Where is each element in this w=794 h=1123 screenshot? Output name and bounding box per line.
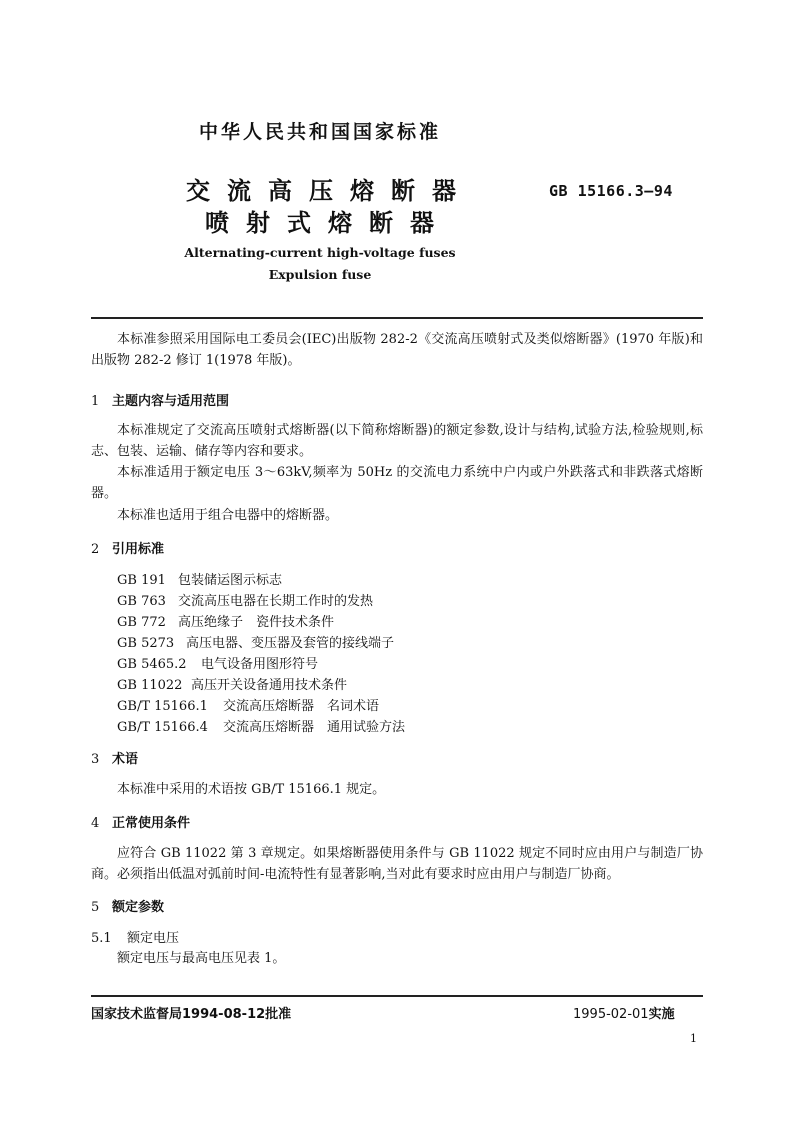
section-3-heading — [91, 748, 138, 767]
section-1-paragraph-2: 本标准适用于额定电压 3～63kV,频率为 50Hz 的交流电力系统中户内或户外跌落式和非跌落式熔断器。 — [91, 465, 703, 501]
section-1-heading — [91, 390, 229, 409]
reference-name: 高压开关设备通用技术条件 — [191, 678, 348, 693]
section-title: 引用标准 — [112, 542, 165, 557]
effective-date: 1995-02-01 — [573, 1007, 649, 1022]
footer-divider — [91, 995, 703, 997]
subsection-5-1-heading — [91, 927, 179, 946]
approval-line: 国家技术监督局1994-08-12批准 — [91, 1007, 292, 1022]
section-2-heading — [91, 538, 164, 557]
reference-name: 交流高压电器在长期工作时的发热 — [178, 594, 374, 609]
standard-number: GB 15166.3—94 — [549, 182, 673, 200]
section-1-paragraph-1: 本标准规定了交流高压喷射式熔断器(以下简称熔断器)的额定参数,设计与结构,试验方法,检验规则,标志、包装、运输、储存等内容和要求。 — [91, 423, 703, 459]
reference-item — [117, 674, 347, 693]
title-english-line1: Alternating-current high-voltage fuses — [184, 245, 456, 260]
title-english-line2: Expulsion fuse — [268, 267, 372, 282]
intro-paragraph: 本标准参照采用国际电工委员会(IEC)出版物 282-2《交流高压喷射式及类似熔断器》(1970 年版)和出版物 282-2 修订 1(1978 年版)。 — [91, 332, 703, 368]
subsection-title: 额定电压 — [127, 931, 180, 946]
header-divider — [91, 317, 703, 319]
subsection-number: 5.1 — [91, 931, 112, 946]
reference-item — [117, 590, 373, 609]
effective-line — [573, 1003, 675, 1022]
effective-label: 实施 — [648, 1007, 675, 1022]
section-title: 额定参数 — [112, 900, 165, 915]
section-title: 主题内容与适用范围 — [112, 394, 230, 409]
section-number: 5 — [91, 900, 100, 915]
reference-item — [117, 611, 334, 630]
standard-type-heading: 中华人民共和国国家标准 — [198, 121, 441, 143]
reference-code: GB/T 15166.1 — [117, 699, 208, 714]
reference-code: GB 5273 — [117, 636, 175, 651]
section-title: 正常使用条件 — [112, 816, 191, 831]
section-4-paragraph: 应符合 GB 11022 第 3 章规定。如果熔断器使用条件与 GB 11022 规定不同时应由用户与制造厂协商。必须指出低温对弧前时间-电流特性有显著影响,当对此有要求时应由用户与制造厂协商。 — [91, 846, 703, 882]
reference-name: 高压绝缘子 瓷件技术条件 — [178, 615, 335, 630]
reference-item — [117, 569, 282, 588]
section-number: 3 — [91, 752, 100, 767]
section-number: 4 — [91, 816, 100, 831]
section-number: 1 — [91, 394, 100, 409]
section-5-heading — [91, 896, 164, 915]
section-title: 术语 — [112, 752, 139, 767]
reference-code: GB 11022 — [117, 678, 183, 693]
reference-item — [117, 653, 318, 672]
reference-code: GB 772 — [117, 615, 166, 630]
section-3-paragraph: 本标准中采用的术语按 GB/T 15166.1 规定。 — [117, 782, 386, 797]
reference-item — [117, 695, 379, 714]
reference-name: 交流高压熔断器 通用试验方法 — [223, 720, 406, 735]
reference-code: GB/T 15166.4 — [117, 720, 208, 735]
section-number: 2 — [91, 542, 100, 557]
reference-name: 包装储运图示标志 — [178, 573, 283, 588]
reference-name: 高压电器、变压器及套管的接线端子 — [186, 636, 395, 651]
reference-name: 交流高压熔断器 名词术语 — [223, 699, 380, 714]
section-4-heading — [91, 812, 190, 831]
reference-code: GB 191 — [117, 573, 166, 588]
reference-code: GB 5465.2 — [117, 657, 187, 672]
page-number: 1 — [690, 1032, 697, 1045]
reference-item — [117, 632, 394, 651]
reference-name: 电气设备用图形符号 — [201, 657, 319, 672]
subsection-5-1-text: 额定电压与最高电压见表 1。 — [117, 951, 286, 966]
reference-code: GB 763 — [117, 594, 166, 609]
section-1-paragraph-3: 本标准也适用于组合电器中的熔断器。 — [117, 508, 339, 523]
title-chinese-line2: 喷射式熔断器 — [205, 209, 451, 237]
title-chinese-line1: 交流高压熔断器 — [186, 177, 473, 205]
reference-item — [117, 716, 405, 735]
